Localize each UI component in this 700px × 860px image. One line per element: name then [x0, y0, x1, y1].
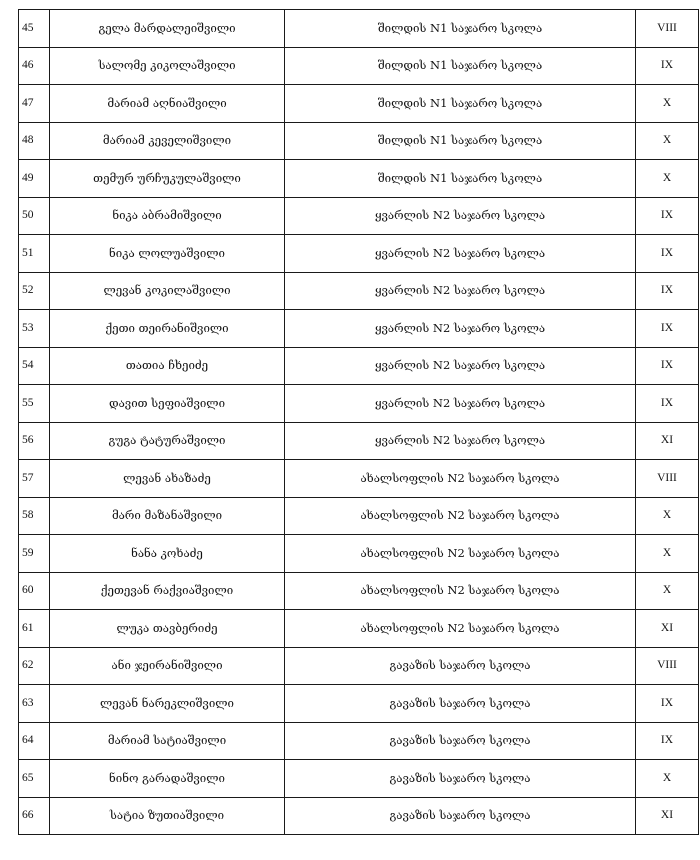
table-row [19, 347, 699, 385]
table-row [19, 760, 699, 798]
school-name: ყვარლის N2 საჯარო სკოლა [285, 347, 636, 385]
row-number: 50 [19, 197, 50, 235]
grade: IX [636, 310, 699, 348]
school-name: ყვარლის N2 საჯარო სკოლა [285, 235, 636, 273]
table-row [19, 310, 699, 348]
student-name: ქეთი თეირანიშვილი [50, 310, 285, 348]
grade: X [636, 535, 699, 573]
table-row [19, 422, 699, 460]
grade: X [636, 160, 699, 198]
row-number: 47 [19, 85, 50, 123]
grade: IX [636, 272, 699, 310]
row-number: 62 [19, 647, 50, 685]
row-number: 56 [19, 422, 50, 460]
school-name: ყვარლის N2 საჯარო სკოლა [285, 197, 636, 235]
table-row [19, 272, 699, 310]
school-name: ახალსოფლის N2 საჯარო სკოლა [285, 572, 636, 610]
student-name: ლევან კოკილაშვილი [50, 272, 285, 310]
school-name: ახალსოფლის N2 საჯარო სკოლა [285, 497, 636, 535]
row-number: 57 [19, 460, 50, 498]
row-number: 55 [19, 385, 50, 423]
row-number: 54 [19, 347, 50, 385]
row-number: 60 [19, 572, 50, 610]
grade: X [636, 85, 699, 123]
document-page [18, 9, 691, 835]
row-number: 58 [19, 497, 50, 535]
student-name: გუგა ტატურაშვილი [50, 422, 285, 460]
school-name: ახალსოფლის N2 საჯარო სკოლა [285, 460, 636, 498]
grade: IX [636, 347, 699, 385]
row-number: 45 [19, 10, 50, 48]
grade: X [636, 497, 699, 535]
grade: VIII [636, 460, 699, 498]
table-row [19, 160, 699, 198]
row-number: 48 [19, 122, 50, 160]
row-number: 64 [19, 722, 50, 760]
table-row [19, 122, 699, 160]
student-name: მარი მაზანაშვილი [50, 497, 285, 535]
school-name: ყვარლის N2 საჯარო სკოლა [285, 422, 636, 460]
grade: X [636, 122, 699, 160]
school-name: ახალსოფლის N2 საჯარო სკოლა [285, 610, 636, 648]
table-row [19, 235, 699, 273]
student-name: დავით სეფიაშვილი [50, 385, 285, 423]
grade: VIII [636, 647, 699, 685]
school-name: გავაზის საჯარო სკოლა [285, 685, 636, 723]
grade: IX [636, 722, 699, 760]
grade: XI [636, 422, 699, 460]
grade: IX [636, 385, 699, 423]
row-number: 61 [19, 610, 50, 648]
student-name: სატია ზუთიაშვილი [50, 797, 285, 835]
grade: IX [636, 47, 699, 85]
school-name: შილდის N1 საჯარო სკოლა [285, 122, 636, 160]
table-row [19, 647, 699, 685]
row-number: 49 [19, 160, 50, 198]
table-row [19, 572, 699, 610]
student-name: ნიკა აბრამიშვილი [50, 197, 285, 235]
student-name: ლუკა თავბერიძე [50, 610, 285, 648]
table-row [19, 685, 699, 723]
grade: X [636, 572, 699, 610]
row-number: 46 [19, 47, 50, 85]
table-row [19, 10, 699, 48]
student-name: ლევან ნარეკლიშვილი [50, 685, 285, 723]
school-name: გავაზის საჯარო სკოლა [285, 722, 636, 760]
table-row [19, 85, 699, 123]
row-number: 59 [19, 535, 50, 573]
row-number: 51 [19, 235, 50, 273]
table-row [19, 797, 699, 835]
students-table-body [19, 10, 699, 835]
student-name: გელა მარდალეიშვილი [50, 10, 285, 48]
table-row [19, 497, 699, 535]
school-name: ყვარლის N2 საჯარო სკოლა [285, 385, 636, 423]
school-name: გავაზის საჯარო სკოლა [285, 797, 636, 835]
grade: VIII [636, 10, 699, 48]
row-number: 63 [19, 685, 50, 723]
grade: IX [636, 235, 699, 273]
table-row [19, 535, 699, 573]
student-name: მარიამ კეველიშვილი [50, 122, 285, 160]
school-name: ყვარლის N2 საჯარო სკოლა [285, 272, 636, 310]
row-number: 65 [19, 760, 50, 798]
grade: IX [636, 197, 699, 235]
row-number: 66 [19, 797, 50, 835]
table-row [19, 460, 699, 498]
school-name: შილდის N1 საჯარო სკოლა [285, 47, 636, 85]
row-number: 53 [19, 310, 50, 348]
students-table [18, 9, 699, 835]
student-name: ქეთევან რაქვიაშვილი [50, 572, 285, 610]
student-name: მარიამ აღნიაშვილი [50, 85, 285, 123]
school-name: ახალსოფლის N2 საჯარო სკოლა [285, 535, 636, 573]
school-name: შილდის N1 საჯარო სკოლა [285, 85, 636, 123]
table-row [19, 722, 699, 760]
grade: XI [636, 610, 699, 648]
row-number: 52 [19, 272, 50, 310]
student-name: ანი ჯეირანიშვილი [50, 647, 285, 685]
grade: XI [636, 797, 699, 835]
student-name: სალომე კიკოლაშვილი [50, 47, 285, 85]
table-row [19, 47, 699, 85]
student-name: ნიკა ლოლუაშვილი [50, 235, 285, 273]
school-name: შილდის N1 საჯარო სკოლა [285, 160, 636, 198]
student-name: ნანა კოხაძე [50, 535, 285, 573]
school-name: შილდის N1 საჯარო სკოლა [285, 10, 636, 48]
student-name: თემურ ურჩუკულაშვილი [50, 160, 285, 198]
student-name: ნინო გარადაშვილი [50, 760, 285, 798]
table-row [19, 197, 699, 235]
school-name: გავაზის საჯარო სკოლა [285, 647, 636, 685]
table-row [19, 385, 699, 423]
table-row [19, 610, 699, 648]
school-name: გავაზის საჯარო სკოლა [285, 760, 636, 798]
student-name: ლევან ახაზაძე [50, 460, 285, 498]
student-name: მარიამ სატიაშვილი [50, 722, 285, 760]
school-name: ყვარლის N2 საჯარო სკოლა [285, 310, 636, 348]
student-name: თათია ჩხეიძე [50, 347, 285, 385]
grade: X [636, 760, 699, 798]
grade: IX [636, 685, 699, 723]
